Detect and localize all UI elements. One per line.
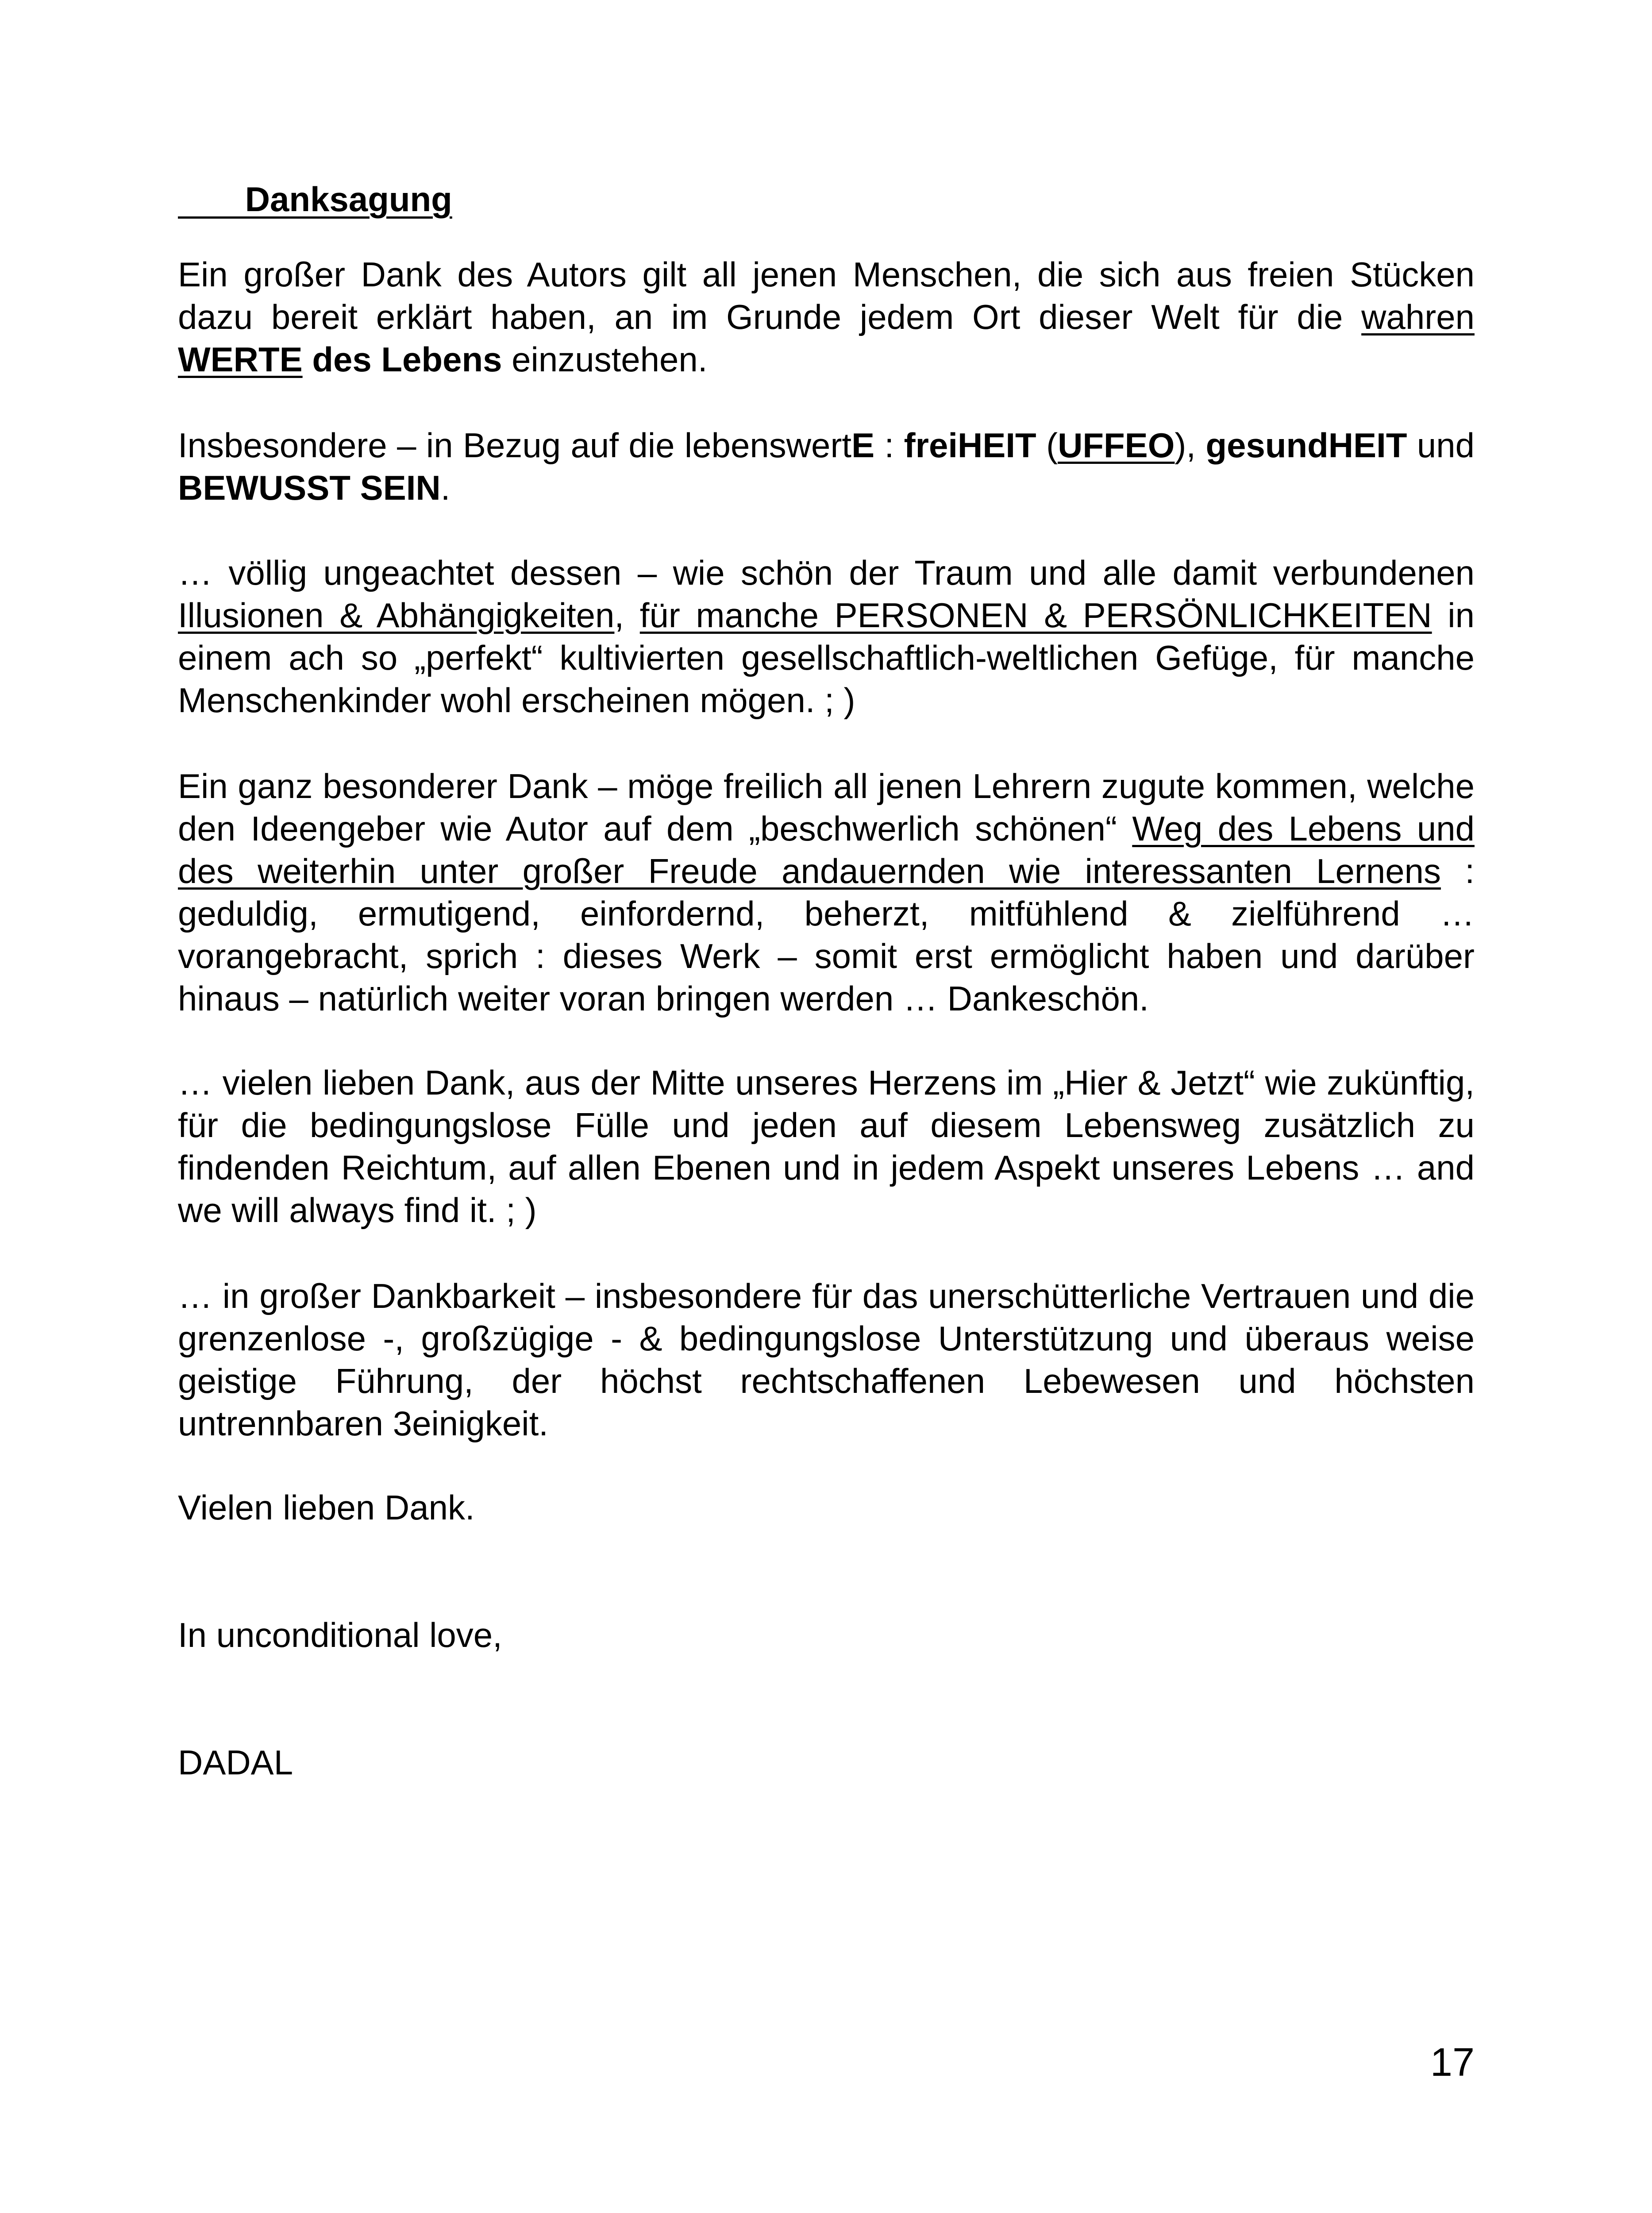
text-span: Ein ganz besonderer Dank – möge freilich all jenen Lehrern zugute kommen, welche den Ideengeber wie Autor auf dem „beschwerlich schönen“ — [178, 767, 1475, 848]
text-span: und — [1407, 426, 1475, 465]
paragraph-7: Vielen lieben Dank. — [178, 1488, 475, 1527]
text-span: Ein großer Dank des Autors gilt all jenen Menschen, die sich aus freien Stücken dazu bereit erklärt haben, an im Grunde jedem Ort dieser Welt für die — [178, 255, 1475, 336]
heading-danksagung: Danksagung — [178, 180, 452, 219]
paragraph-1 — [178, 253, 1475, 381]
underlined-text: wahren — [1361, 297, 1475, 336]
bold-text: BEWUSST SEIN — [178, 468, 441, 507]
text-span: einzustehen. — [502, 340, 708, 379]
text-span: in einem ach so „perfekt“ kultivierten gesellschaftlich-weltlichen Gefüge, für manche Menschenkinder wohl erscheinen mögen. ; ) — [178, 596, 1475, 720]
page-number: 17 — [1430, 2040, 1475, 2085]
bold-underlined-text: UFFEO — [1058, 426, 1175, 465]
text-span: : — [874, 426, 904, 465]
paragraph-5: … vielen lieben Dank, aus der Mitte unseres Herzens im „Hier & Jetzt“ wie zukünftig, für die bedingungslose Fülle und jeden auf diesem Lebensweg zusätzlich zu findenden Reichtum, auf allen Ebenen und in jedem Aspekt unseres Lebens … and we will always find it. ; ) — [178, 1063, 1475, 1230]
bold-text: E — [851, 426, 875, 465]
bold-text: gesundHEIT — [1205, 426, 1407, 465]
text-span: : geduldig, ermutigend, einfordernd, beherzt, mitfühlend & zielführend … vorangebracht, sprich : dieses Werk – somit erst ermöglicht haben und darüber hinaus – natürlich weiter voran bringen werden … Dankeschön. — [178, 852, 1475, 1018]
signature-name: DADAL — [178, 1743, 293, 1782]
text-span: . — [440, 468, 451, 507]
text-span: ( — [1036, 426, 1058, 465]
paragraph-2 — [178, 424, 1475, 509]
document-page — [178, 0, 1479, 2213]
bold-text: des Lebens — [302, 340, 502, 379]
closing-line: In unconditional love, — [178, 1615, 502, 1654]
underlined-text: für manche PERSONEN & PERSÖNLICHKEITEN — [639, 596, 1432, 635]
text-span: Insbesondere – in Bezug auf die lebenswert — [178, 426, 852, 465]
text-span: ), — [1174, 426, 1206, 465]
bold-text: freiHEIT — [904, 426, 1036, 465]
paragraph-4 — [178, 765, 1475, 1020]
paragraph-3 — [178, 551, 1475, 721]
bold-underlined-text: WERTE — [178, 340, 303, 379]
underlined-text: Weg des Lebens und des weiterhin unter großer Freude andauernden wie interessanten Lernens — [178, 809, 1475, 891]
underlined-text: Illusionen & Abhängigkeiten — [178, 596, 615, 635]
paragraph-6: … in großer Dankbarkeit – insbesondere für das unerschütterliche Vertrauen und die grenzenlose -, großzügige - & bedingungslose Unterstützung und überaus weise geistige Führung, der höchst rechtschaffenen Lebewesen und höchsten untrennbaren 3einigkeit. — [178, 1276, 1475, 1443]
text-span: … völlig ungeachtet dessen – wie schön der Traum und alle damit verbundenen — [178, 553, 1475, 592]
text-span: , — [614, 596, 640, 635]
